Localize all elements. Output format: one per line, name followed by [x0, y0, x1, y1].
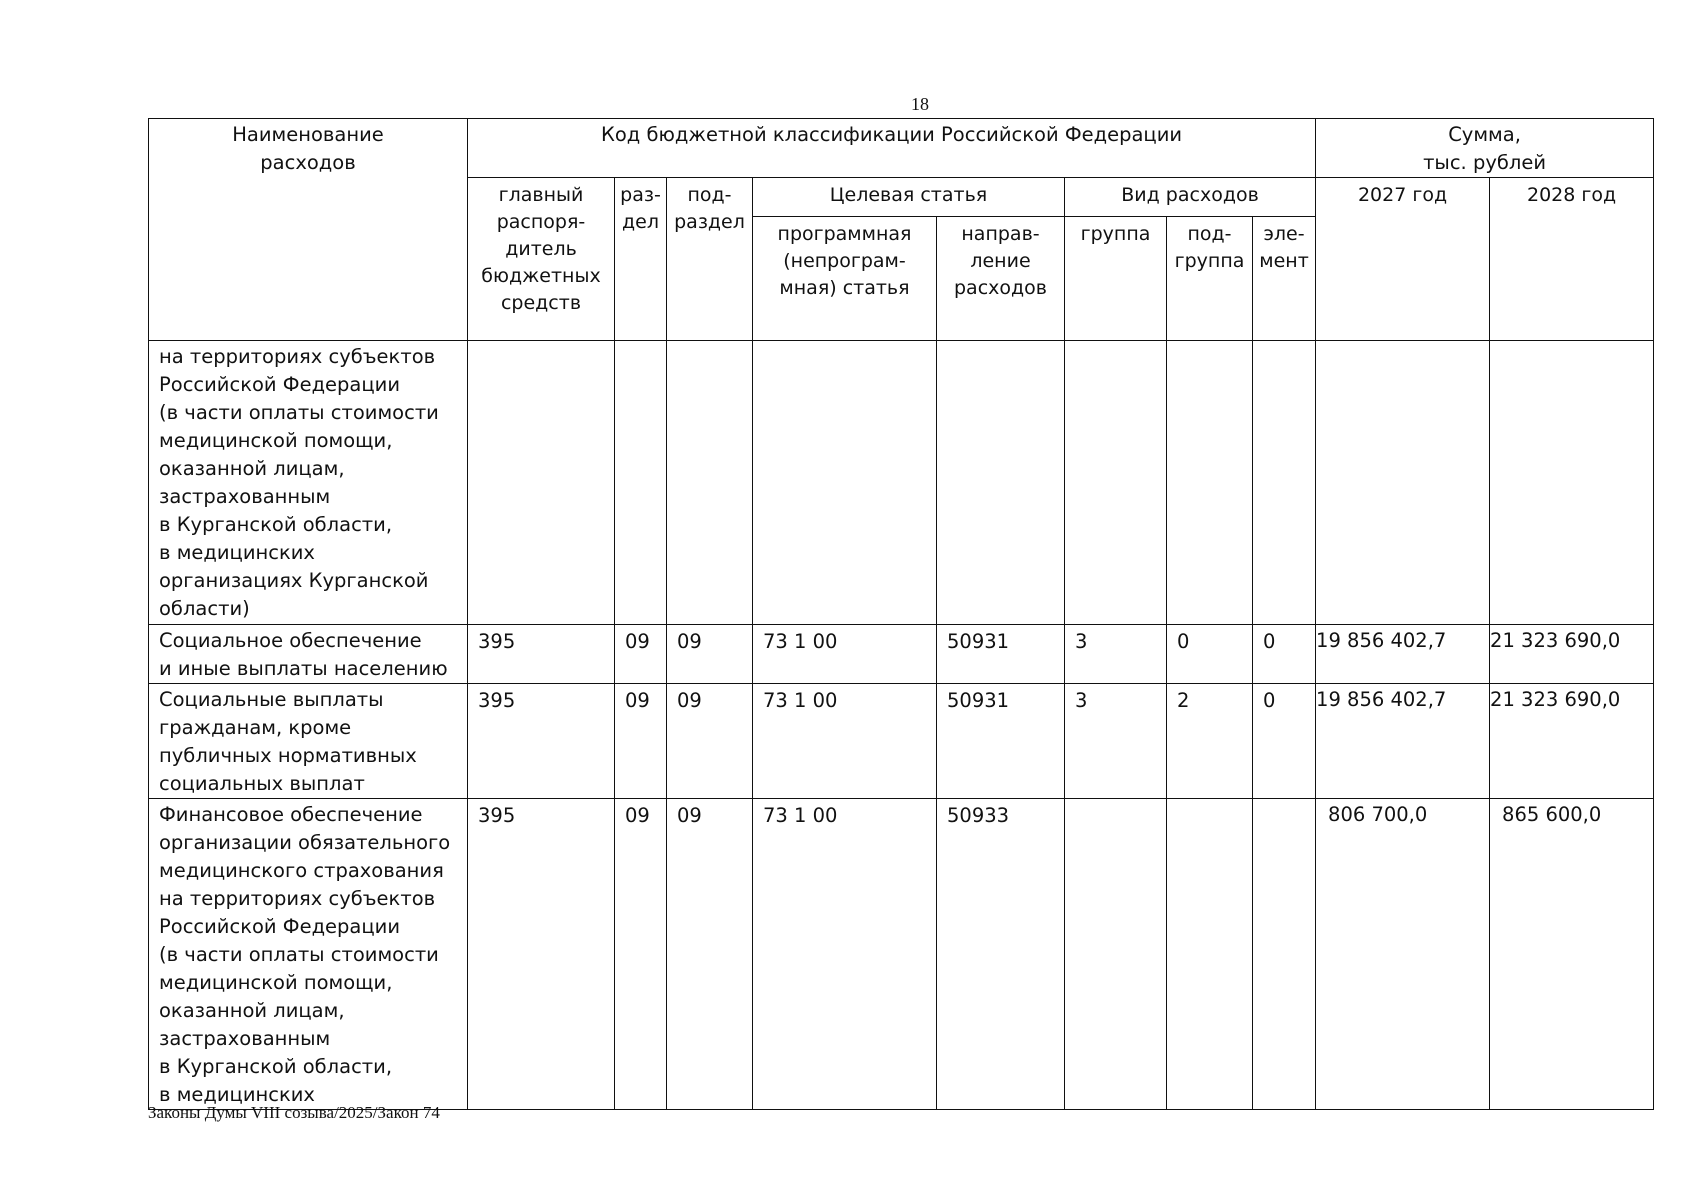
program-article-cell: [753, 341, 937, 625]
element-cell: [1253, 341, 1316, 625]
header-group: группа: [1065, 217, 1167, 341]
expense-name-cell: Социальные выплаты гражданам, кроме публичных нормативных социальных выплат: [149, 684, 468, 799]
group-cell: 3: [1065, 684, 1167, 799]
element-cell: [1253, 799, 1316, 1110]
expense-name-cell: на территориях субъектов Российской Федерации (в части оплаты стоимости медицинской помощи, оказанной лицам, застрахованным в Курганской области, в медицинских организациях Курганской области): [149, 341, 468, 625]
header-row-1: [149, 119, 1654, 178]
chief-administrator-cell: 395: [468, 799, 615, 1110]
chief-administrator-cell: [468, 341, 615, 625]
group-cell: [1065, 341, 1167, 625]
direction-cell: [937, 341, 1065, 625]
expense-name-cell: Финансовое обеспечение организации обязательного медицинского страхования на территориях субъектов Российской Федерации (в части оплаты стоимости медицинской помощи, оказанной лицам, застрахованным в Курганской области, в медицинских: [149, 799, 468, 1110]
table-row: [149, 341, 1654, 625]
header-sum-thousand-rubles: Сумма, тыс. рублей: [1316, 119, 1654, 178]
section-cell: [615, 341, 667, 625]
header-budget-classification-code: Код бюджетной классификации Российской Федерации: [468, 119, 1316, 178]
element-cell: 0: [1253, 684, 1316, 799]
amount-2027-cell: [1316, 341, 1490, 625]
amount-2027-cell: 19 856 402,7: [1316, 684, 1490, 799]
subgroup-cell: 2: [1167, 684, 1253, 799]
expense-name-cell: Социальное обеспечение и иные выплаты населению: [149, 625, 468, 684]
program-article-cell: 73 1 00: [753, 799, 937, 1110]
header-subgroup: под- группа: [1167, 217, 1253, 341]
direction-cell: 50933: [937, 799, 1065, 1110]
subsection-cell: 09: [667, 625, 753, 684]
table-row: [149, 625, 1654, 684]
header-section: раз- дел: [615, 178, 667, 341]
header-expense-type: Вид расходов: [1065, 178, 1316, 217]
header-expense-direction: направ- ление расходов: [937, 217, 1065, 341]
document-footer: Законы Думы VIII созыва/2025/Закон 74: [148, 1103, 440, 1122]
chief-administrator-cell: 395: [468, 625, 615, 684]
chief-administrator-cell: 395: [468, 684, 615, 799]
page-number: 18: [911, 94, 929, 114]
subgroup-cell: 0: [1167, 625, 1253, 684]
section-cell: 09: [615, 684, 667, 799]
subsection-cell: 09: [667, 799, 753, 1110]
header-target-article: Целевая статья: [753, 178, 1065, 217]
subsection-cell: [667, 341, 753, 625]
amount-2027-cell: 806 700,0: [1316, 799, 1490, 1110]
header-program-article: программная (непрограм- мная) статья: [753, 217, 937, 341]
amount-2028-cell: 21 323 690,0: [1490, 625, 1654, 684]
table-row: [149, 684, 1654, 799]
amount-2027-cell: 19 856 402,7: [1316, 625, 1490, 684]
header-chief-administrator: главный распоря- дитель бюджетных средств: [468, 178, 615, 341]
amount-2028-cell: [1490, 341, 1654, 625]
subgroup-cell: [1167, 799, 1253, 1110]
amount-2028-cell: 21 323 690,0: [1490, 684, 1654, 799]
table-row: [149, 799, 1654, 1110]
header-year-2027: 2027 год: [1316, 178, 1490, 341]
program-article-cell: 73 1 00: [753, 684, 937, 799]
direction-cell: 50931: [937, 684, 1065, 799]
amount-2028-cell: 865 600,0: [1490, 799, 1654, 1110]
direction-cell: 50931: [937, 625, 1065, 684]
header-subsection: под- раздел: [667, 178, 753, 341]
program-article-cell: 73 1 00: [753, 625, 937, 684]
section-cell: 09: [615, 799, 667, 1110]
group-cell: 3: [1065, 625, 1167, 684]
header-expense-name: Наименование расходов: [149, 119, 468, 341]
header-element: эле- мент: [1253, 217, 1316, 341]
element-cell: 0: [1253, 625, 1316, 684]
budget-expenditure-table: [148, 118, 1654, 1110]
header-year-2028: 2028 год: [1490, 178, 1654, 341]
group-cell: [1065, 799, 1167, 1110]
subgroup-cell: [1167, 341, 1253, 625]
subsection-cell: 09: [667, 684, 753, 799]
section-cell: 09: [615, 625, 667, 684]
